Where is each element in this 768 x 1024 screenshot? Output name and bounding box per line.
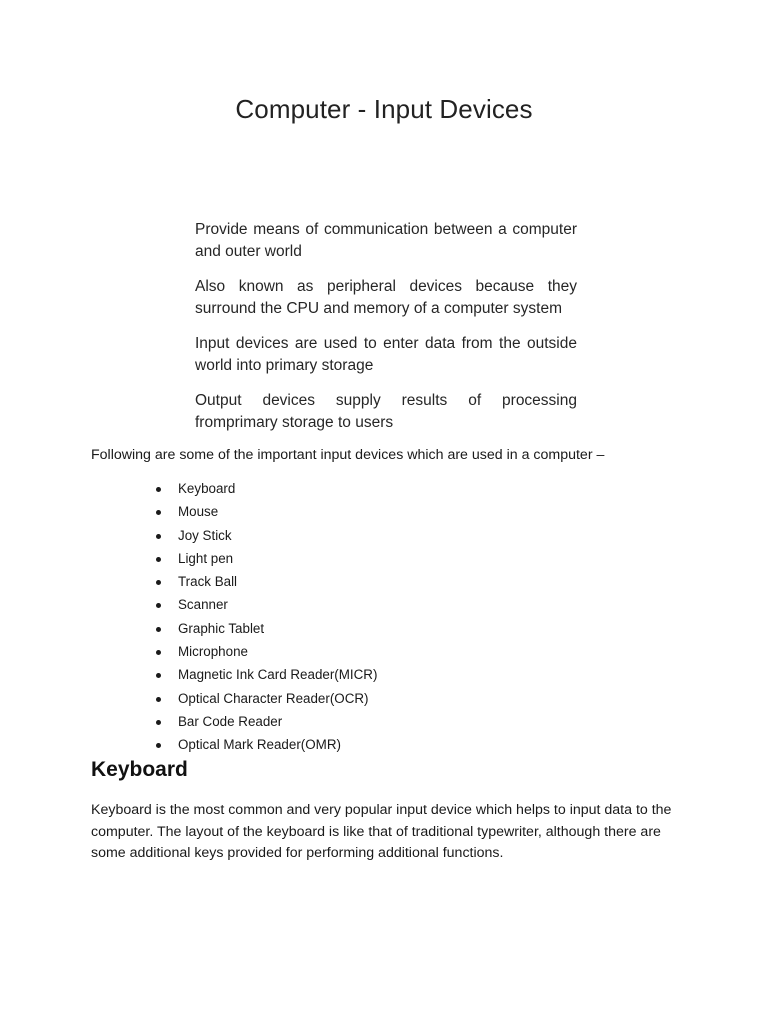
device-label: Bar Code Reader <box>178 713 283 729</box>
list-item <box>155 502 377 525</box>
intro-paragraph: Also known as peripheral devices because they surround the CPU and memory of a computer system <box>195 278 577 317</box>
bullet-icon <box>156 534 161 539</box>
device-label: Light pen <box>178 550 234 566</box>
device-label: Joy Stick <box>178 527 232 543</box>
devices-lead-text: Following are some of the important input devices which are used in a computer – <box>91 447 605 463</box>
list-item <box>155 572 377 595</box>
bullet-icon <box>156 650 161 655</box>
device-label: Optical Mark Reader(OMR) <box>178 737 341 753</box>
device-label: Track Ball <box>178 574 238 590</box>
list-item <box>155 479 377 502</box>
intro-paragraph: Output devices supply results of processing fromprimary storage to users <box>195 392 577 431</box>
intro-paragraph: Provide means of communication between a computer and outer world <box>195 221 577 260</box>
list-item <box>155 665 377 688</box>
bullet-icon <box>156 510 161 515</box>
device-label: Scanner <box>178 597 228 613</box>
intro-paragraph: Input devices are used to enter data from the outside world into primary storage <box>195 335 577 374</box>
bullet-icon <box>156 673 161 678</box>
list-item <box>155 549 377 572</box>
keyboard-heading: Keyboard <box>91 758 188 781</box>
input-devices-list <box>155 479 377 759</box>
list-item <box>155 595 377 618</box>
device-label: Magnetic Ink Card Reader(MICR) <box>178 667 378 683</box>
list-item <box>155 619 377 642</box>
device-label: Mouse <box>178 504 219 520</box>
bullet-icon <box>156 697 161 702</box>
bullet-icon <box>156 603 161 608</box>
bullet-icon <box>156 487 161 492</box>
device-label: Microphone <box>178 644 248 660</box>
bullet-icon <box>156 627 161 632</box>
list-item <box>155 642 377 665</box>
list-item <box>155 712 377 735</box>
list-item <box>155 735 377 758</box>
bullet-icon <box>156 580 161 585</box>
keyboard-description: Keyboard is the most common and very popular input device which helps to input data to the computer. The layout of the keyboard is like that of traditional typewriter, although there are some additional keys provided for performing additional functions. <box>91 802 672 861</box>
device-label: Keyboard <box>178 481 236 496</box>
bullet-icon <box>156 557 161 562</box>
list-item <box>155 526 377 549</box>
page-title: Computer - Input Devices <box>235 94 533 124</box>
device-label: Graphic Tablet <box>178 620 265 636</box>
list-item <box>155 689 377 712</box>
bullet-icon <box>156 720 161 725</box>
device-label: Optical Character Reader(OCR) <box>178 690 369 706</box>
intro-block <box>195 219 577 447</box>
bullet-icon <box>156 743 161 748</box>
